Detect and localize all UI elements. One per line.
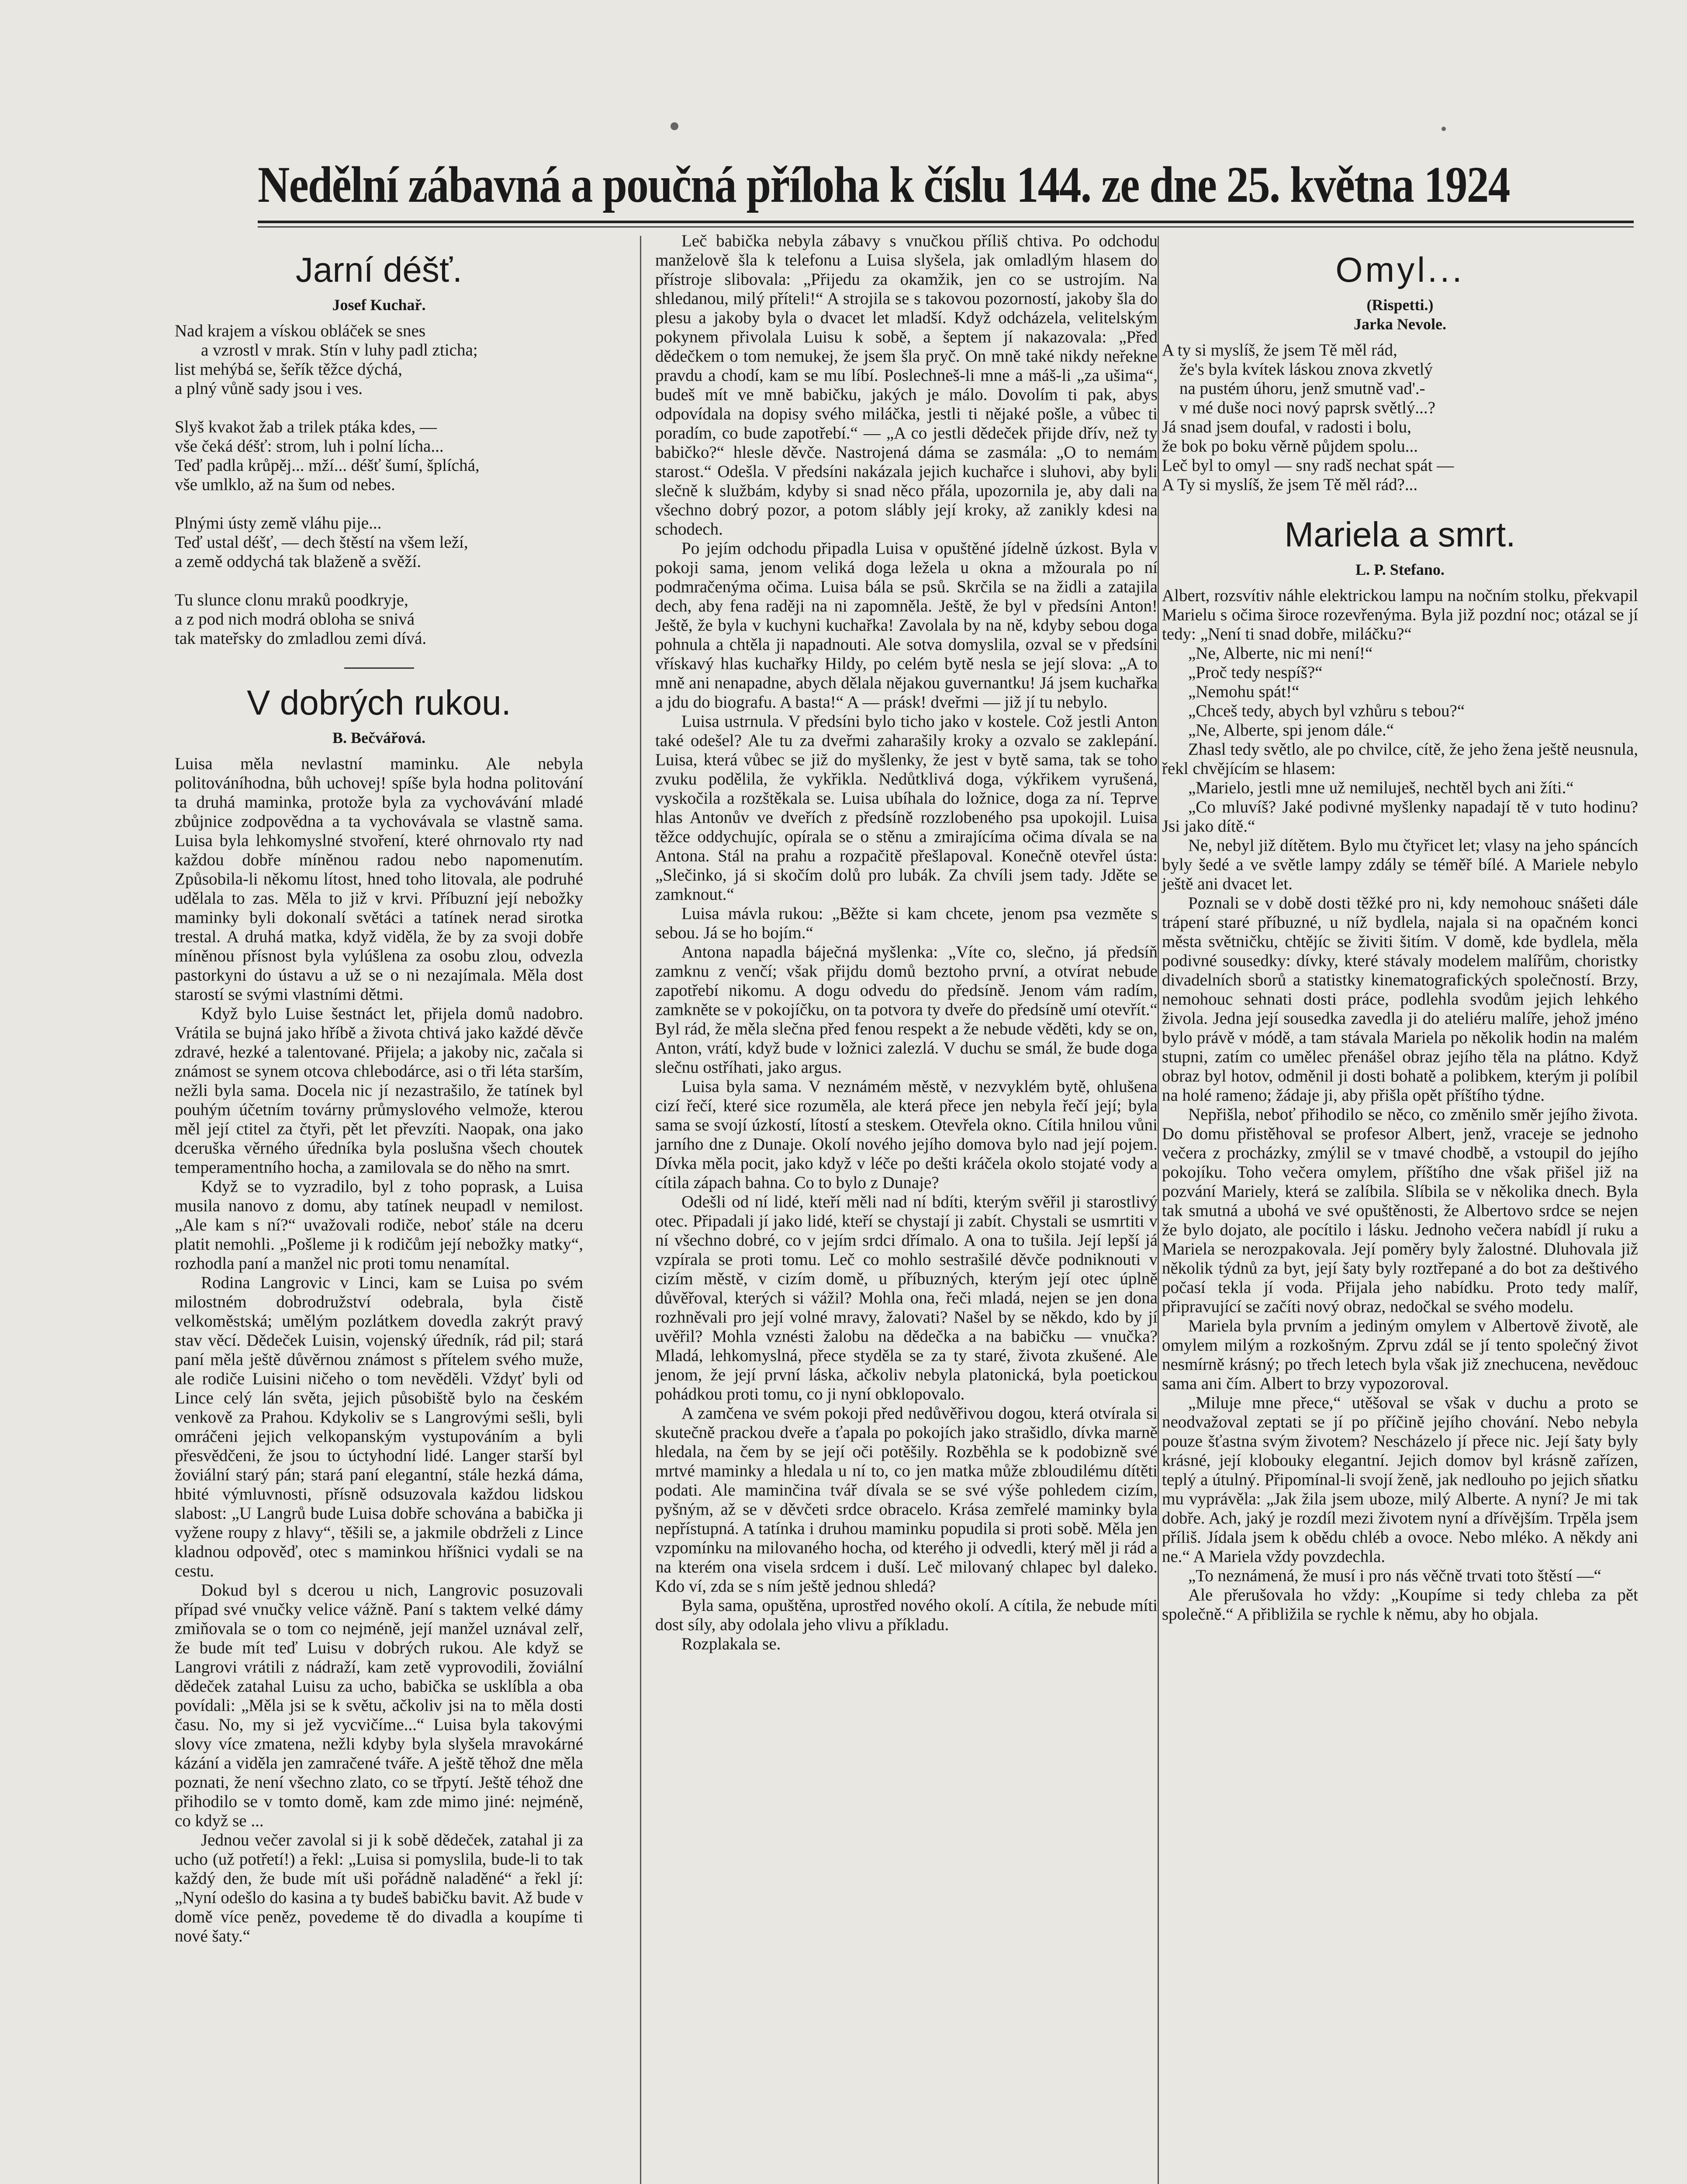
article-paragraph: A zamčena ve svém pokoji před nedůvěřivou dogou, která otvírala si skutečně prackou dveře a ťapala po pokojích jako strašidlo, dívka marně hledala, na čem by se její oči potěšily. Rozběhla se k podobizně své mrtvé maminky a hledala u ní to, co jen matka může zbloudilému dítěti podati. Ale maminčina tvář dívala se se své výše pohledem cizím, pyšným, až se v děvčeti srdce obracelo. Krása zemřelé maminky byla nepřístupná. A tatínka i druhou maminku popudila si proti sobě. Měla jen vzpomínku na milovaného hocha, od kterého ji odvedli, který měl ji rád a na kterém ona visela srdcem i duší. Leč milovaný chlapec byl daleko. Kdo ví, zda se s ním ještě jednou shledá? bbox=[655, 1404, 1158, 1596]
poem-stanza bbox=[175, 418, 583, 494]
article-paragraph: Albert, rozsvítiv náhle elektrickou lampu na nočním stolku, překvapil Marielu s očima široce rozevřenýma. Byla již pozdní noc; otázal se jí tedy: „Není ti snad dobře, miláčku?“ bbox=[1162, 586, 1638, 643]
article-subtitle: (Rispetti.) bbox=[1366, 296, 1434, 314]
article-author: Jarka Nevole. bbox=[1354, 315, 1446, 333]
article-author: B. Bečvářová. bbox=[332, 729, 425, 746]
poem-line: Plnými ústy země vláhu pije... bbox=[175, 514, 382, 532]
article-title: Omyl... bbox=[1335, 250, 1465, 289]
poem-stanza bbox=[175, 321, 583, 398]
article-paragraph: Leč babička nebyla zábavy s vnučkou příliš chtiva. Po odchodu manželově šla k telefonu a Luisa slyšela, jak omladlým hlasem do přístroje slibovala: „Přijedu za okamžik, jen co se ustrojím. Na shledanou, milý příteli!“ A strojila se s takovou pozorností, jakoby šla do plesu a jakoby byla o dvacet let mladší. Když odcházela, velitelským pokynem přivolala Luisu k sobě, a šeptem jí nakazovala: „Před dědečkem o tom nemukej, že jsem šla pryč. On mně také nikdy neřekne pravdu a chodí, kam se mu líbí. Poslechneš-li mne a máš-li „za ušima“, budeš mít ve mně babičku, jakých je málo. Dovolím ti pak, abys odpovídala na dopisy svého miláčka, jestli ti nějaké pošle, a vůbec ti poradím, co bude zapotřebí.“ — „A co jestli dědeček přijde dřív, než ty babičko?“ hlesle děvče. Nastrojená dáma se zasmála: „O to nemám starost.“ Odešla. V předsíni nakázala jejich kuchařce i sluhovi, aby byli slečně k službám, kdyby si snad něco přála, upozornila je, aby dali na všechno dobrý pozor, a potom slábly její kroky, až zanikly kdesi na schodech. bbox=[655, 232, 1158, 539]
column-1 bbox=[175, 232, 583, 1946]
header-rule bbox=[258, 221, 1634, 223]
article-paragraph: Jednou večer zavolal si ji k sobě dědeček, zatahal ji za ucho (už potřetí!) a řekl: „Luisa si pomyslila, bude-li to tak každý den, že bude mít uši pořádně naladěné“ a řekl jí: „Nyní odešlo do kasina a ty budeš babičku bavit. Až bude v domě více peněz, povedeme tě do divadla a koupíme ti nové šaty.“ bbox=[175, 1831, 583, 1946]
article-paragraph: Zhasl tedy světlo, ale po chvilce, cítě, že jeho žena ještě neusnula, řekl chvějícím se hlasem: bbox=[1162, 740, 1638, 778]
poem-line: Teď ustal déšť, — dech štěstí na všem leží, bbox=[175, 533, 468, 552]
article-paragraph: Ne, nebyl již dítětem. Bylo mu čtyřicet let; vlasy na jeho spáncích byly šedé a ve světle lampy zdály se téměř bílé. A Mariele nebylo ještě ani dvacet let. bbox=[1162, 836, 1638, 893]
article-paragraph: Po jejím odchodu připadla Luisa v opuštěné jídelně úzkost. Byla v pokoji sama, jenom veliká doga ležela u okna a mžourala po ní podmračenýma očima. Luisa bála se psů. Skrčila se na židli a zatajila dech, aby fena raději na ni zapomněla. Ještě, že byl v předsíni Anton! Ještě, že byla v kuchyni kuchařka! Zavolala by na ně, kdyby sebou doga pohnula a chtěla ji napadnouti. Ale sotva domyslila, ozval se v předsíni vřískavý hlas kuchařky Hildy, po celém bytě nesla se její slova: „A to mně ani nenapadne, abych dělala nějakou guvernantku! Já jsem kuchařka a jdu do biografu. A basta!“ A — prásk! dveřmi — již jí tu nebylo. bbox=[655, 539, 1158, 712]
article-paragraph: Luisa mávla rukou: „Běžte si kam chcete, jenom psa vezměte s sebou. Já se ho bojím.“ bbox=[655, 904, 1158, 942]
article-paragraph: „Ne, Alberte, nic mi není!“ bbox=[1188, 644, 1373, 663]
article-paragraph: „Miluje mne přece,“ utěšoval se však v duchu a proto se neodvažoval zeptati se jí po příčině jejího chování. Nebo nebyla pouze šťastna svým životem? Nescházelo jí přece nic. Její šaty byly krásné, její klobouky elegantní. Jejich domov byl krásně zařízen, teplý a útulný. Připomínal-li svojí ženě, jak nedlouho po jejich sňatku mu vyprávěla: „Jak žila jsem uboze, milý Alberte. A nyní? Je mi tak dobře. Ach, jaký je rozdíl mezi životem nyní a dřívějším. Trpěla jsem příliš. Jídala jsem k obědu chléb a ovoce. Nebo mléko. A někdy ani ne.“ A Mariela vždy povzdechla. bbox=[1162, 1393, 1638, 1566]
ink-speck bbox=[1442, 127, 1446, 131]
poem-line: list mehýbá se, šeřík těžce dýchá, bbox=[175, 360, 402, 379]
article-paragraph: „Chceš tedy, abych byl vzhůru s tebou?“ bbox=[1188, 702, 1465, 720]
poem-line: a z pod nich modrá obloha se snivá bbox=[175, 610, 415, 629]
column-2 bbox=[655, 232, 1158, 1654]
poem-stanza bbox=[1162, 341, 1638, 494]
article-paragraph: Luisa měla nevlastní maminku. Ale nebyla politováníhodna, bůh uchovej! spíše byla hodna politování ta druhá maminka, protože byla za vychovávání mladé zbůjnice zodpovědna a ta vychovávala se vlastně sama. Luisa byla lehkomyslné stvoření, které ohrnovalo rty nad každou dobře míněnou radou nebo napomenutím. Způsobila-li někomu lítost, hned toho litovala, ale podruhé udělala to zas. Měla to již v krvi. Příbuzní její nebožky maminky byli dokonalí světáci a tatínek nerad sirotka trestal. A druhá matka, když viděla, že by za svoji dobře míněnou přísnost byla vylúšlena za osobu zlou, odvezla pastorkyni do ústavu a už se o ni nezajímala. Měla dost starostí se svými vlastními dětmi. bbox=[175, 754, 583, 1004]
article-paragraph: Rodina Langrovic v Linci, kam se Luisa po svém milostném dobrodružství odebrala, byla čistě velkoměstská; umělým pozlátkem dovedla zakrýt pravý stav věcí. Dědeček Luisin, vojenský úředník, rád pil; stará paní měla ještě důvěrnou známost s přítelem svého muže, ale rodiče Luisini ničeho o tom nevěděli. Vždyť byli od Lince celý lán světa, jejich působiště bylo na českém venkově za Prahou. Kdykoliv se s Langrovými sešli, byli omráčeni jejich velkopanským vystupováním a byli přesvědčeni, že jsou to úctyhodní lidé. Langer starší byl žoviální starý pán; stará paní elegantní, stále hezká dáma, hbité výmluvnosti, přísně odsuzovala každou lidskou slabost: „U Langrů bude Luisa dobře schována a babička ji vyžene roupy z hlavy“, těšili se, a jakmile obdrželi z Lince kladnou odpověď, otec s maminkou hříšnici vydali se na cestu. bbox=[175, 1273, 583, 1580]
poem-line: na pustém úhoru, jenž smutně vad'.- bbox=[1179, 379, 1425, 398]
article-paragraph: Byla sama, opuštěna, uprostřed nového okolí. A cítila, že nebude míti dost síly, aby odolala jeho vlivu a příkladu. bbox=[655, 1596, 1158, 1634]
article-paragraph: „Co mluvíš? Jaké podivné myšlenky napadají tě v tuto hodinu? Jsi jako dítě.“ bbox=[1162, 798, 1638, 836]
article-paragraph: Rozplakala se. bbox=[681, 1635, 781, 1653]
article-author: Josef Kuchař. bbox=[332, 296, 426, 314]
article-paragraph: Luisa byla sama. V neznámém městě, v nezvyklém bytě, ohlušena cizí řečí, které sice rozuměla, ale která přece jen nebyla řečí její; byla sama se svojí úzkostí, lítostí a steskem. Otevřela okno. Cítila hnilou vůni jarního dne z Dunaje. Okolí nového jejího domova bylo nad její pojem. Dívka měla pocit, jako když v léče po dešti kráčela okolo stojaté vody a cítila zápach bahna. Co to bylo z Dunaje? bbox=[655, 1077, 1158, 1192]
article-paragraph: Antona napadla báječná myšlenka: „Víte co, slečno, já předsíň zamknu z venčí; však přijdu domů beztoho první, a otvírat nebude zapotřebí nikomu. A dogu odvedu do předsíně. Jenom vám radím, zamkněte se v pokojíčku, on ta potvora ty dveře do předsíně umí otevřít.“ Byl rád, že měla slečna před fenou respekt a že nebude věděti, kdy se on, Anton, vrátí, když bude v ložnici zalezlá. V duchu se smál, že bude doga slečnu ostříhati, jako argus. bbox=[655, 943, 1158, 1077]
article-author: L. P. Stefano. bbox=[1355, 561, 1445, 578]
poem-line: tak mateřsky do zmladlou zemi dívá. bbox=[175, 629, 427, 648]
article-paragraph: Když se to vyzradilo, byl z toho poprask, a Luisa musila nanovo z domu, aby tatínek neupadl v nemilost. „Ale kam s ní?“ uvažovali rodiče, neboť stále na dceru platit nemohli. „Pošleme ji k rodičům její nebožky matky“, rozhodla paní a manžel nic proti tomu nenamítal. bbox=[175, 1177, 583, 1273]
poem-line: Tu slunce clonu mraků poodkryje, bbox=[175, 591, 408, 609]
article-paragraph: Luisa ustrnula. V předsíni bylo ticho jako v kostele. Což jestli Anton také odešel? Ale tu za dveřmi zaharašily kroky a ozvalo se zaklepání. Luisa, která vůbec se již do myšlenky, že jest v bytě sama, tak se toho zvuku podělila, že vykřikla. Nedůtklivá doga, výkřikem vyrušená, vyskočila a rozštěkala se. Luisa ubíhala do ložnice, doga za ní. Teprve hlas Antonův ve dveřích z předsíně rozzlobeného psa upokojil. Luisa těžce oddychujíc, opírala se o stěnu a zmirajícíma očima dívala se na Antona. Stál na prahu a rozpačitě přešlapoval. Konečně otevřel ústa: „Slečinko, já si skočím dolů pro lubák. Za chvíli jsem tady. Jděte se zamknout.“ bbox=[655, 712, 1158, 904]
article-paragraph: „Marielo, jestli mne už nemiluješ, nechtěl bych ani žíti.“ bbox=[1188, 778, 1574, 797]
column-3 bbox=[1162, 232, 1638, 1624]
article-paragraph: Ale přerušovala ho vždy: „Koupíme si tedy chleba za pět společně.“ A přibližila se rychle k němu, aby ho objala. bbox=[1162, 1586, 1638, 1624]
article-paragraph: Odešli od ní lidé, kteří měli nad ní bdíti, kterým svěřil ji starostlivý otec. Připadali jí jako lidé, kteří se chystají ji zabít. Chystali se usmrtiti v ní všechno dobré, co v jejím srdci dřímalo. A ona to tušila. Její lepší já vzpírala se proti tomu. Leč co mohlo sestrašilé děvče podniknouti v cizím městě, v cizím domě, u příbuzných, kterým její otec úplně důvěřoval, kterých si vážil? Mohla ona, řeči mladá, nejen se jen dona rozhněvali pro její volné mravy, žalovati? Našel by se někdo, kdo by jí uvěřil? Mohla vznésti žalobu na dědečka a na babičku — vnučka? Mladá, lehkomyslná, přece styděla se za ty staré, života zkušené. Ale jenom, že její první láska, ačkoliv nebyla platonická, byla poetickou pohádkou proti tomu, co ji nyní obklopovalo. bbox=[655, 1192, 1158, 1403]
article-paragraph: „To neznámená, že musí i pro nás věčně trvati toto štěstí —“ bbox=[1188, 1566, 1601, 1585]
poem-line: Nad krajem a vískou obláček se snes bbox=[175, 321, 425, 340]
article-title: Jarní déšť. bbox=[295, 250, 463, 289]
poem-line: Já snad jsem doufal, v radosti i bolu, bbox=[1162, 418, 1411, 436]
poem-line: a vzrostl v mrak. Stín v luhy padl zticha; bbox=[201, 341, 478, 359]
ink-speck bbox=[671, 122, 678, 130]
poem-line: vše umlklo, až na šum od nebes. bbox=[175, 475, 395, 494]
article-title: V dobrých rukou. bbox=[247, 683, 511, 722]
poem-stanza bbox=[175, 591, 583, 648]
poem-line: Leč byl to omyl — sny radš nechat spát — bbox=[1162, 456, 1454, 475]
poem-line: v mé duše noci nový paprsk světlý...? bbox=[1179, 398, 1435, 417]
column-divider bbox=[640, 236, 641, 2184]
poem-line: že's byla kvítek láskou znova zkvetlý bbox=[1179, 360, 1433, 379]
poem-line: Teď padla krůpěj... mží... déšť šumí, šplíchá, bbox=[175, 456, 480, 475]
article-paragraph: Mariela byla prvním a jediným omylem v Albertově životě, ale omylem milým a rozkošným. Zprvu zdál se jí tento společný život nesmírně krásný; po třech letech byla však již znechucena, nevědouc sama ani čím. Albert to brzy vypozoroval. bbox=[1162, 1317, 1638, 1393]
poem-stanza bbox=[175, 514, 583, 571]
poem-line: Slyš kvakot žab a trilek ptáka kdes, — bbox=[175, 418, 437, 436]
masthead-title: Nedělní zábavná a poučná příloha k číslu 144. ze dne 25. května 1924 bbox=[258, 156, 1510, 213]
article-paragraph: Poznali se v době dosti těžké pro ni, kdy nemohouc snášeti dále trápení staré příbuzné, u níž bydlela, najala si na opačném konci města světničku, chtějíc se živiti šitím. V domě, kde bydlela, měla podivné sousedky: dívky, které stávaly modelem malířům, choristky divadelních sborů a statistky kinematografických společností. Brzy, nemohouc sehnati dosti práce, podlehla svodům jejich lehkého živola. Jedna její sousedka zavedla ji do ateliéru malíře, jehož jméno bylo právě v módě, a tam stávala Mariela po několik hodin na malém stupni, zatím co umělec přenášel obraz jejího těla na plátno. Když obraz byl hotov, odměnil ji dosti bohatě a polibkem, kterým ji políbil na holé rameno; žádaje ji, aby přišla opět příštího týdne. bbox=[1162, 894, 1638, 1105]
poem-line: že bok po boku věrně půjdem spolu... bbox=[1162, 437, 1418, 456]
article-paragraph: „Nemohu spát!“ bbox=[1188, 682, 1300, 701]
article-paragraph: Dokud byl s dcerou u nich, Langrovic posuzovali případ své vnučky velice vážně. Paní s taktem velké dámy zmiňovala se o tom co nejméně, její manžel uznával zelř, že bude mít teď Luisu v dobrých rukou. Ale když se Langrovi vrátili z nádraží, kam zetě vyprovodili, žoviální dědeček zatahal Luisu za ucho, babička se usklíbla a oba povídali: „Měla jsi se k světu, ačkoliv jsi na to měla dosti času. No, my si jež vycvičíme...“ Luisa byla takovými slovy více zmatena, nežli kdyby byla slyšela mravokárné kázání a viděla jen zamračené tváře. A ještě těhož dne měla poznati, že není všechno zlato, co se třpytí. Ještě téhož dne přihodilo se v tomto domě, kam zde mimo jiné: nejméně, co když se ... bbox=[175, 1581, 583, 1830]
poem-line: a země oddychá tak blaženě a svěží. bbox=[175, 552, 422, 571]
article-paragraph: „Proč tedy nespíš?“ bbox=[1188, 663, 1323, 682]
article-paragraph: „Ne, Alberte, spi jenom dále.“ bbox=[1188, 721, 1394, 740]
poem-line: A ty si myslíš, že jsem Tě měl rád, bbox=[1162, 341, 1397, 359]
column-divider bbox=[1158, 236, 1159, 2184]
poem-line: a plný vůně sady jsou i ves. bbox=[175, 379, 363, 398]
article-title: Mariela a smrt. bbox=[1284, 515, 1516, 554]
poem-line: A Ty si myslíš, že jsem Tě měl rád?... bbox=[1162, 475, 1418, 494]
article-paragraph: Nepřišla, neboť přihodilo se něco, co změnilo směr jejího života. Do domu přistěhoval se profesor Albert, jenž, vraceje se jednoho večera z procházky, zmýlil se v tmavé chodbě, a vstoupil do jejího pokojíku. Toho večera omylem, příštího dne však přišel již na pozvání Mariely, která se zalíbila. Slíbila se v několika dnech. Byla tak smutná a ubohá ve své opuštěnosti, že Albertovo srdce se nejen že bylo dojato, ale pocítilo i lásku. Jednoho večera nabídl jí ruku a Mariela se nerozpakovala. Její poměry byly žalostné. Dluhovala již několik týdnů za byt, její šaty byly roztřepané a do bot za deštivého počasí tekla jí voda. Přijala jeho nabídku. Proto tedy malíř, připravující se začíti nový obraz, nedočkal se svého modelu. bbox=[1162, 1105, 1638, 1316]
article-paragraph: Když bylo Luise šestnáct let, přijela domů nadobro. Vrátila se bujná jako hříbě a života chtivá jako každé děvče zdravé, hezké a talentované. Přijela; a jakoby nic, začala si známost se synem otcova chlebodárce, asi o tři léta starším, nežli byla sama. Docela nic jí nezastrašilo, že tatínek byl pouhým účetním továrny průmyslového velmože, kterou měl její ctitel za čtyři, pět let převzíti. Naopak, ona jako dceruška věrného úředníka byla poslušna všech choutek temperamentního hocha, a zamilovala se do něho na smrt. bbox=[175, 1004, 583, 1177]
poem-line: vše čeká déšť: strom, luh i polní lícha... bbox=[175, 437, 444, 456]
section-separator bbox=[344, 667, 414, 669]
header-rule-thin bbox=[258, 226, 1634, 228]
